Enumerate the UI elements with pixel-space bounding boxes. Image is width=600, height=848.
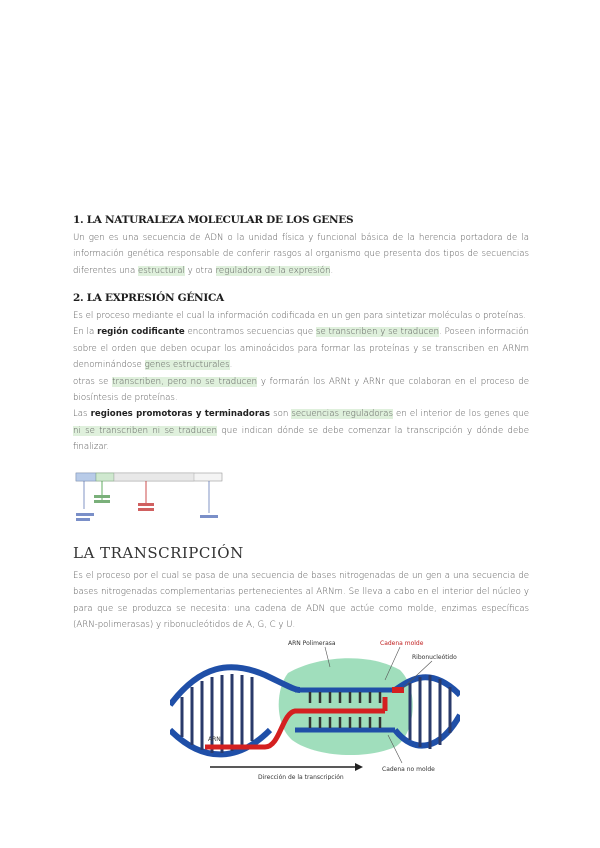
paragraph-transcripcion: Es el proceso por el cual se pasa de una secuencia de bases nitrogenadas de un gen a una secuencia de bases nitrogenadas complementarias pertenecientes al ARNm. Se lleva a cabo en el interior del núcleo y para que se produzca se necesita: una cadena de ADN que actúe como molde, enzimas específicas (ARN-polimerasas) y ribonucleótidos de A, G, C y U.: [73, 571, 529, 631]
label-ribonucleotido: Ribonucleótido: [412, 654, 457, 661]
label-arn: ARN: [208, 736, 221, 743]
transcription-diagram: [170, 635, 460, 780]
highlight-estructural: estructural: [138, 265, 185, 276]
section-title-naturaleza: 1. LA NATURALEZA MOLECULAR DE LOS GENES: [73, 214, 354, 226]
ribonucleotide: [392, 687, 404, 693]
label-direccion: Dirección de la transcripción: [258, 774, 344, 780]
highlight-genes-estructurales: genes estructurales: [144, 360, 230, 371]
bold-region-codificante: región codificante: [97, 327, 185, 338]
label-cadena-no-molde: Cadena no molde: [382, 766, 435, 773]
highlight-no-traducen: transcriben, pero no se traducen: [112, 376, 258, 387]
label-polimerasa: ARN Polimerasa: [288, 640, 336, 647]
section-title-transcripcion: LA TRANSCRIPCIÓN: [73, 544, 244, 562]
gene-structure-diagram: [74, 469, 224, 523]
paragraph-gen-definition: Un gen es una secuencia de ADN o la unidad física y funcional básica de la herencia portadora de la información genética responsable de conferir rasgos al organismo que presenta dos tipos de secuencias diferentes una estructural y otra reguladora de la expresión.: [73, 233, 529, 276]
label-cadena-molde: Cadena molde: [380, 640, 424, 647]
highlight-transcriben-traducen: se transcriben y se traducen: [315, 327, 440, 338]
polymerase-blob: [279, 658, 413, 755]
section-title-expresion: 2. LA EXPRESIÓN GÉNICA: [73, 292, 224, 304]
highlight-reguladora: reguladora de la expresión: [215, 265, 331, 276]
paragraph-expresion: Es el proceso mediante el cual la información codificada en un gen para sintetizar moléculas o proteínas. En la región codificante encontramos secuencias que se transcriben y se traducen. Poseen información sobre el orden que deben ocupar los aminoácidos para formar las proteínas y se transcriben en ARNm denominándose genes estructurales. otras se transcriben, pero no se traducen y formarán los ARNt y ARNr que colaboran en el proceso de biosíntesis de proteínas. Las regiones promotoras y terminadoras son secuencias reguladoras en el interior de los genes que ni se transcriben ni se traducen que indican dónde se debe comenzar la transcripción y dónde debe finalizar.: [73, 311, 530, 453]
highlight-secuencias-reguladoras: secuencias reguladoras: [291, 409, 393, 420]
highlight-ni-transcriben: ni se transcriben ni se traducen: [73, 425, 218, 436]
bold-regiones-promotoras: regiones promotoras y terminadoras: [90, 409, 270, 420]
